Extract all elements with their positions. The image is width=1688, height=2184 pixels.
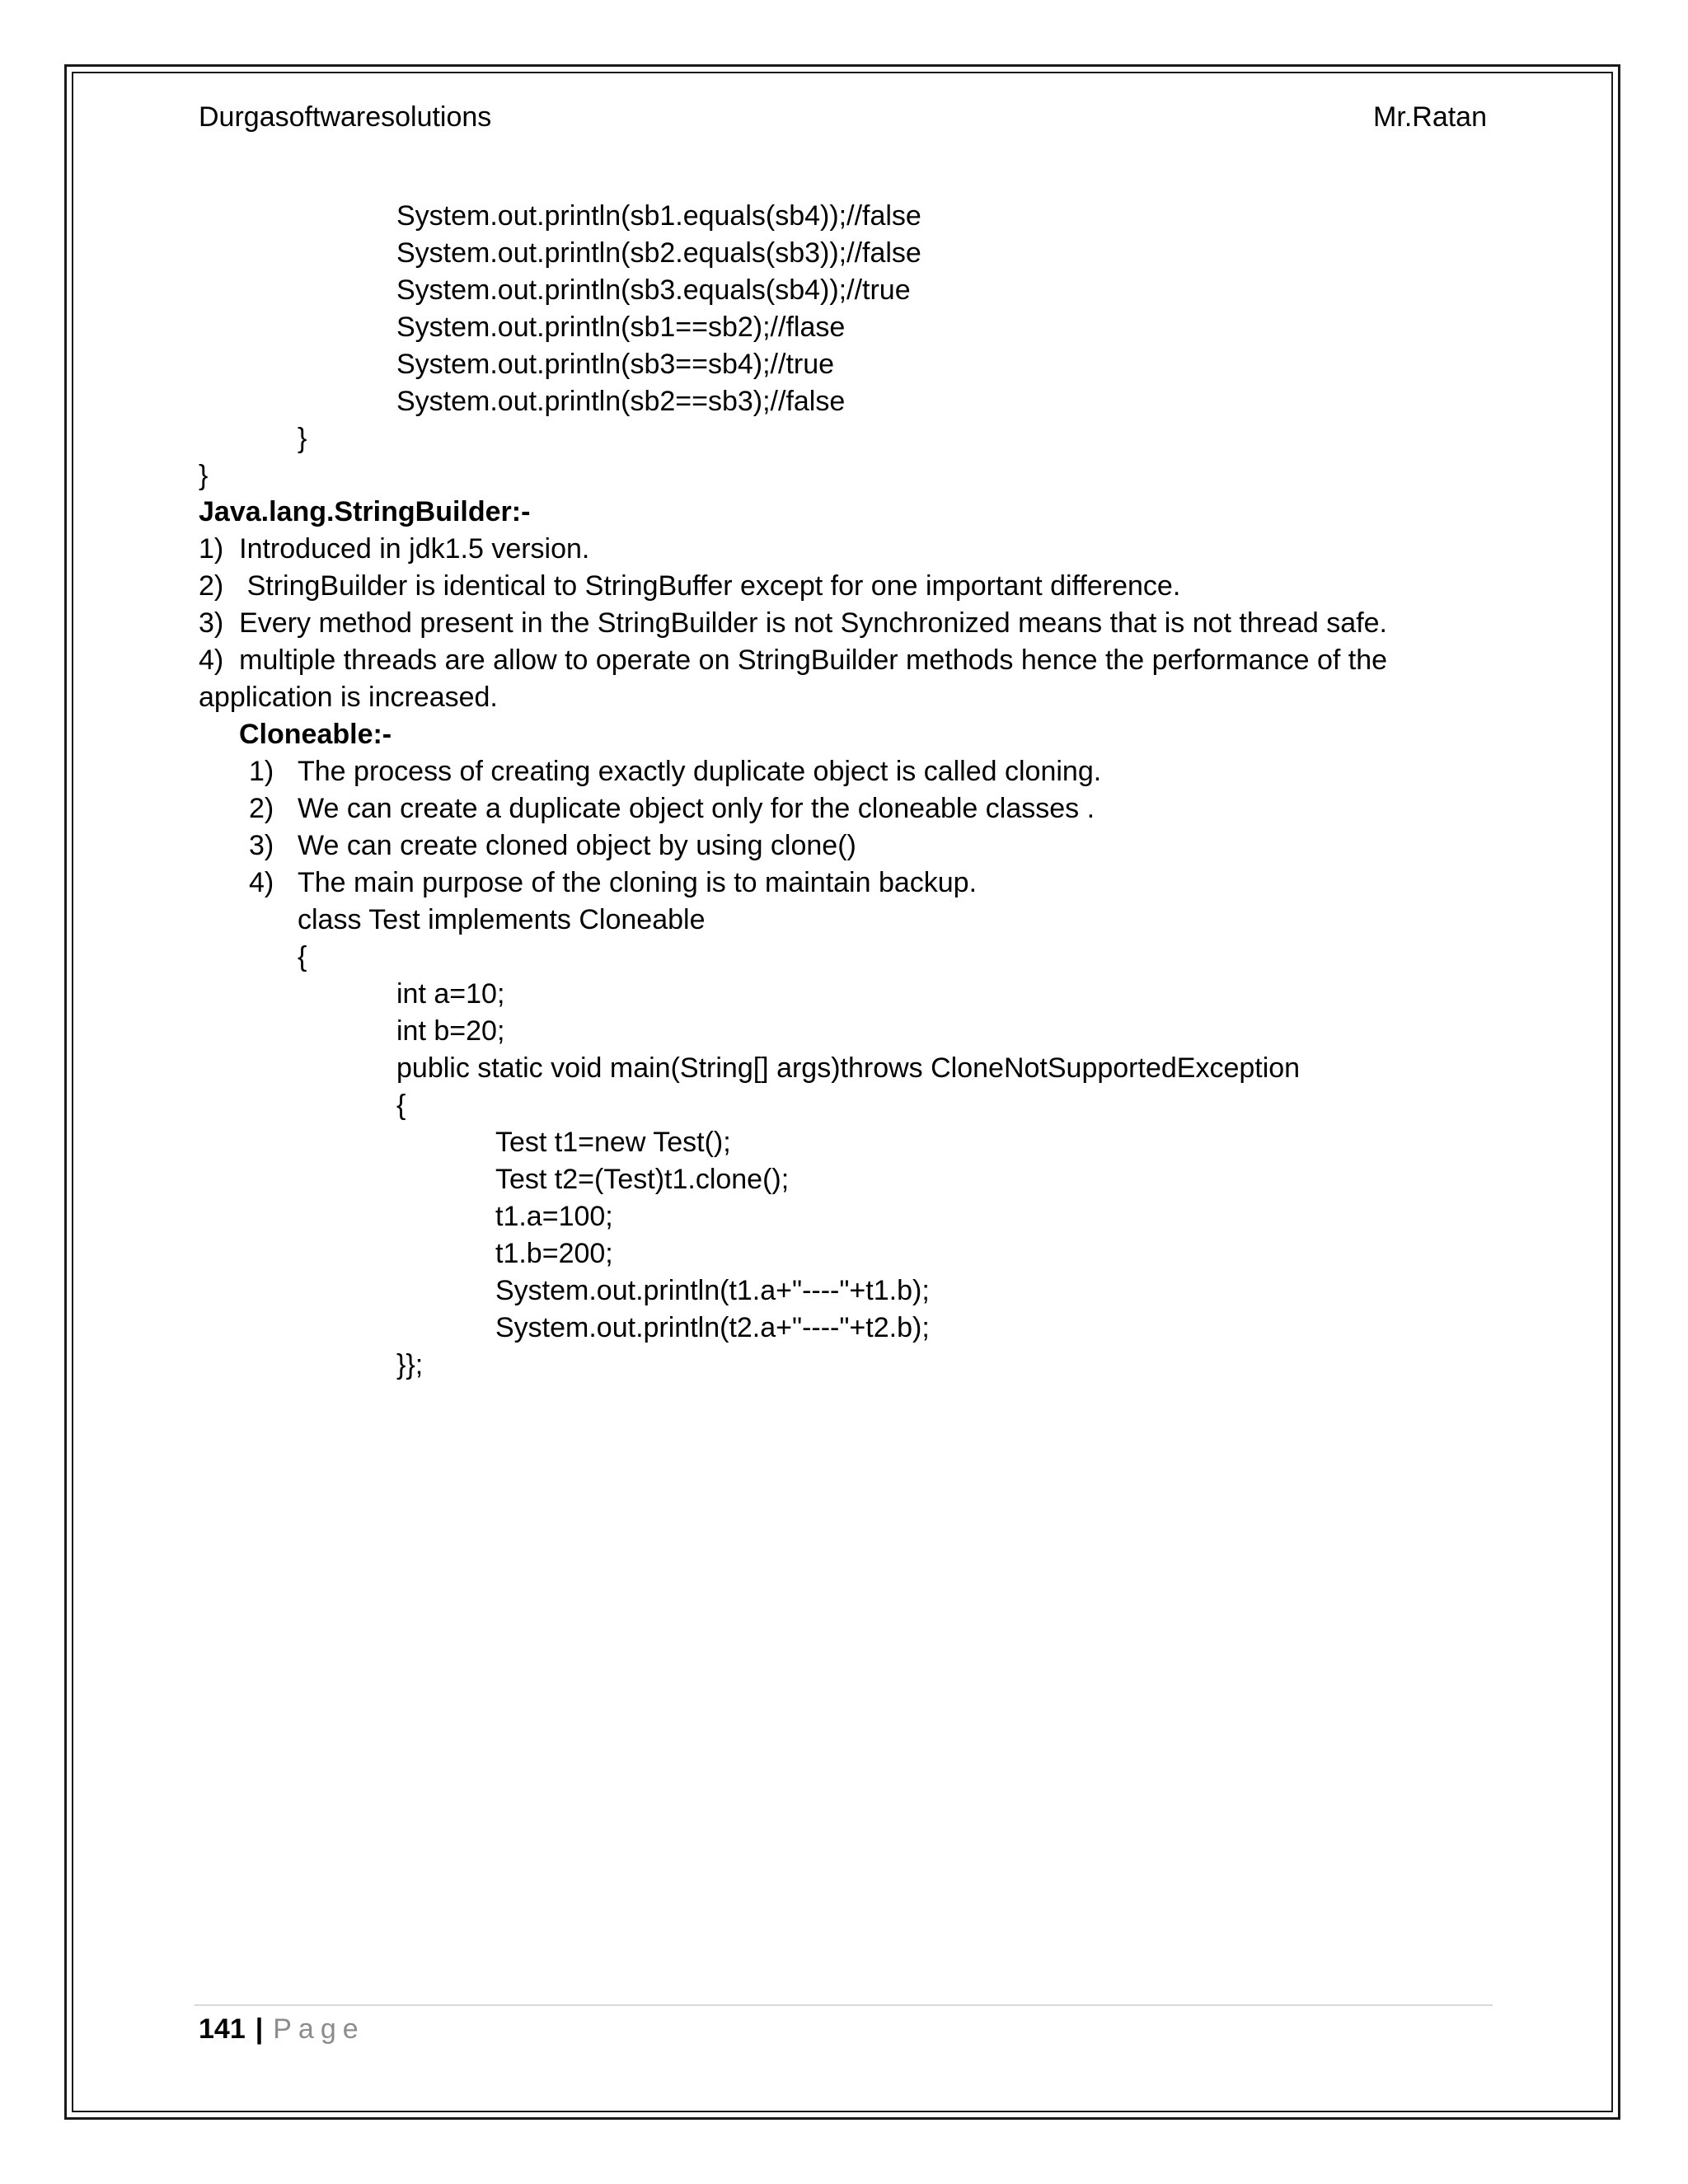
code-brace: }}; [396, 1349, 424, 1380]
list-number: 3) [249, 830, 274, 861]
code-line: System.out.println(sb3==sb4);//true [396, 349, 835, 380]
code-line: class Test implements Cloneable [298, 904, 706, 935]
list-item: 2) StringBuilder is identical to StringBuffer except for one important difference. [199, 570, 1181, 602]
page-border-inner [72, 72, 1613, 2112]
code-line: System.out.println(sb3.equals(sb4));//true [396, 274, 911, 306]
list-item: We can create a duplicate object only for the cloneable classes . [298, 793, 1095, 824]
header-author: Mr.Ratan [1373, 101, 1487, 133]
code-line: System.out.println(t1.a+"----"+t1.b); [495, 1275, 930, 1306]
code-line: t1.a=100; [495, 1201, 613, 1232]
page-number: 141 [199, 2013, 246, 2045]
section-title-stringbuilder: Java.lang.StringBuilder:- [199, 496, 531, 527]
list-item: 3) Every method present in the StringBuilder is not Synchronized means that is not thread safe. [199, 607, 1387, 639]
list-number: 4) [249, 867, 274, 898]
code-line: System.out.println(sb1.equals(sb4));//false [396, 200, 921, 232]
code-line: int a=10; [396, 978, 505, 1010]
list-item: We can create cloned object by using clone() [298, 830, 856, 861]
footer-divider [195, 2004, 1493, 2006]
page-label: Page [273, 2013, 365, 2045]
code-line: System.out.println(sb2.equals(sb3));//false [396, 237, 921, 269]
code-line: System.out.println(t2.a+"----"+t2.b); [495, 1312, 930, 1343]
code-line: System.out.println(sb2==sb3);//false [396, 386, 846, 417]
code-line: t1.b=200; [495, 1238, 613, 1269]
list-item: The main purpose of the cloning is to maintain backup. [298, 867, 978, 898]
list-item: The process of creating exactly duplicate object is called cloning. [298, 756, 1102, 787]
code-brace: { [298, 941, 307, 972]
footer-separator: | [255, 2013, 264, 2045]
header-company: Durgasoftwaresolutions [199, 101, 492, 133]
code-line: System.out.println(sb1==sb2);//flase [396, 312, 846, 343]
list-item-continued: application is increased. [199, 682, 498, 713]
section-title-cloneable: Cloneable:- [239, 719, 392, 750]
code-line: public static void main(String[] args)throws CloneNotSupportedException [396, 1052, 1301, 1084]
list-number: 2) [249, 793, 274, 824]
code-line: Test t2=(Test)t1.clone(); [495, 1164, 790, 1195]
code-brace: } [298, 423, 307, 454]
list-number: 1) [249, 756, 274, 787]
code-brace: } [199, 460, 209, 491]
code-line: Test t1=new Test(); [495, 1127, 731, 1158]
list-item: 4) multiple threads are allow to operate on StringBuilder methods hence the performance of the [199, 644, 1388, 676]
code-line: int b=20; [396, 1015, 505, 1047]
list-item: 1) Introduced in jdk1.5 version. [199, 533, 590, 565]
footer [199, 2011, 365, 2047]
code-brace: { [396, 1090, 406, 1121]
